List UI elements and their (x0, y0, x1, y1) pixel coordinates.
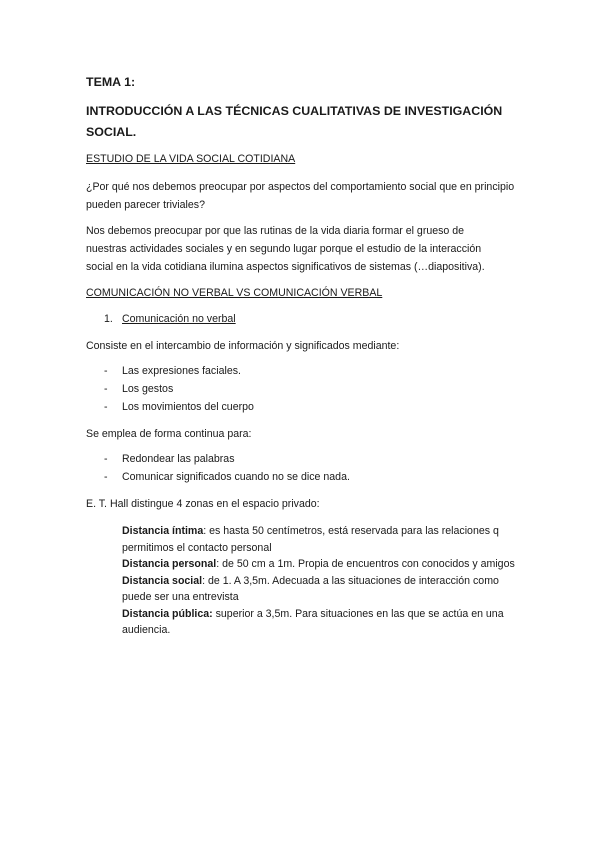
zone-term: Distancia social (122, 574, 203, 587)
hall-intro: E. T. Hall distingue 4 zonas en el espacio privado: (86, 498, 320, 510)
bullet-dash: - (104, 453, 108, 465)
tema-heading: TEMA 1: (86, 75, 136, 89)
list-item: - Comunicar significados cuando no se dice nada. (104, 468, 350, 486)
list-item: - Los gestos (104, 380, 254, 398)
zone-text: : de 1. A 3,5m. Adecuada a las situaciones de interacción como puede ser una entrevista (122, 574, 499, 603)
zone-text: : de 50 cm a 1m. Propia de encuentros con conocidos y amigos (216, 558, 515, 570)
consiste-list (104, 362, 254, 416)
list-item: - Los movimientos del cuerpo (104, 398, 254, 416)
emplea-list (104, 450, 350, 486)
zone-text: : es hasta 50 centímetros, está reservada para las relaciones q permitimos el contacto personal (122, 525, 499, 554)
zone-item (122, 573, 522, 606)
bullet-dash: - (104, 401, 108, 413)
zone-item (122, 556, 522, 573)
question-paragraph: ¿Por qué nos debemos preocupar por aspectos del comportamiento social que en principio pueden parecer triviales? (86, 181, 515, 211)
zone-text: superior a 3,5m. Para situaciones en las que se actúa en una audiencia. (122, 607, 504, 636)
bullet-dash: - (104, 471, 108, 483)
document-title: INTRODUCCIÓN A LAS TÉCNICAS CUALITATIVAS DE INVESTIGACIÓN SOCIAL. (86, 104, 503, 139)
list-item: - Redondear las palabras (104, 450, 350, 468)
list-item: - Las expresiones faciales. (104, 362, 254, 380)
bullet-dash: - (104, 365, 108, 377)
section-heading-vida-social: ESTUDIO DE LA VIDA SOCIAL COTIDIANA (86, 153, 296, 165)
answer-paragraph: Nos debemos preocupar por que las rutinas de la vida diaria formar el grueso de nuestras actividades sociales y en segundo lugar porque el estudio de la interacción social en la vida cotidiana ilumina aspectos significativos de sistemas (…diapositiva). (86, 225, 485, 273)
numbered-item-no-verbal (104, 310, 236, 328)
item-label: Comunicación no verbal (122, 313, 236, 325)
zone-item (122, 606, 522, 639)
zone-item (122, 523, 522, 556)
bullet-dash: - (104, 383, 108, 395)
zones-list (122, 523, 522, 639)
emplea-intro: Se emplea de forma continua para: (86, 428, 252, 440)
item-number: 1. (104, 313, 113, 325)
zone-term: Distancia personal (122, 558, 217, 570)
zone-term: Distancia íntima (122, 525, 204, 537)
zone-term: Distancia pública: (122, 607, 213, 620)
section-heading-comunicacion: COMUNICACIÓN NO VERBAL VS COMUNICACIÓN VERBAL (86, 287, 383, 299)
consiste-intro: Consiste en el intercambio de información y significados mediante: (86, 340, 400, 352)
